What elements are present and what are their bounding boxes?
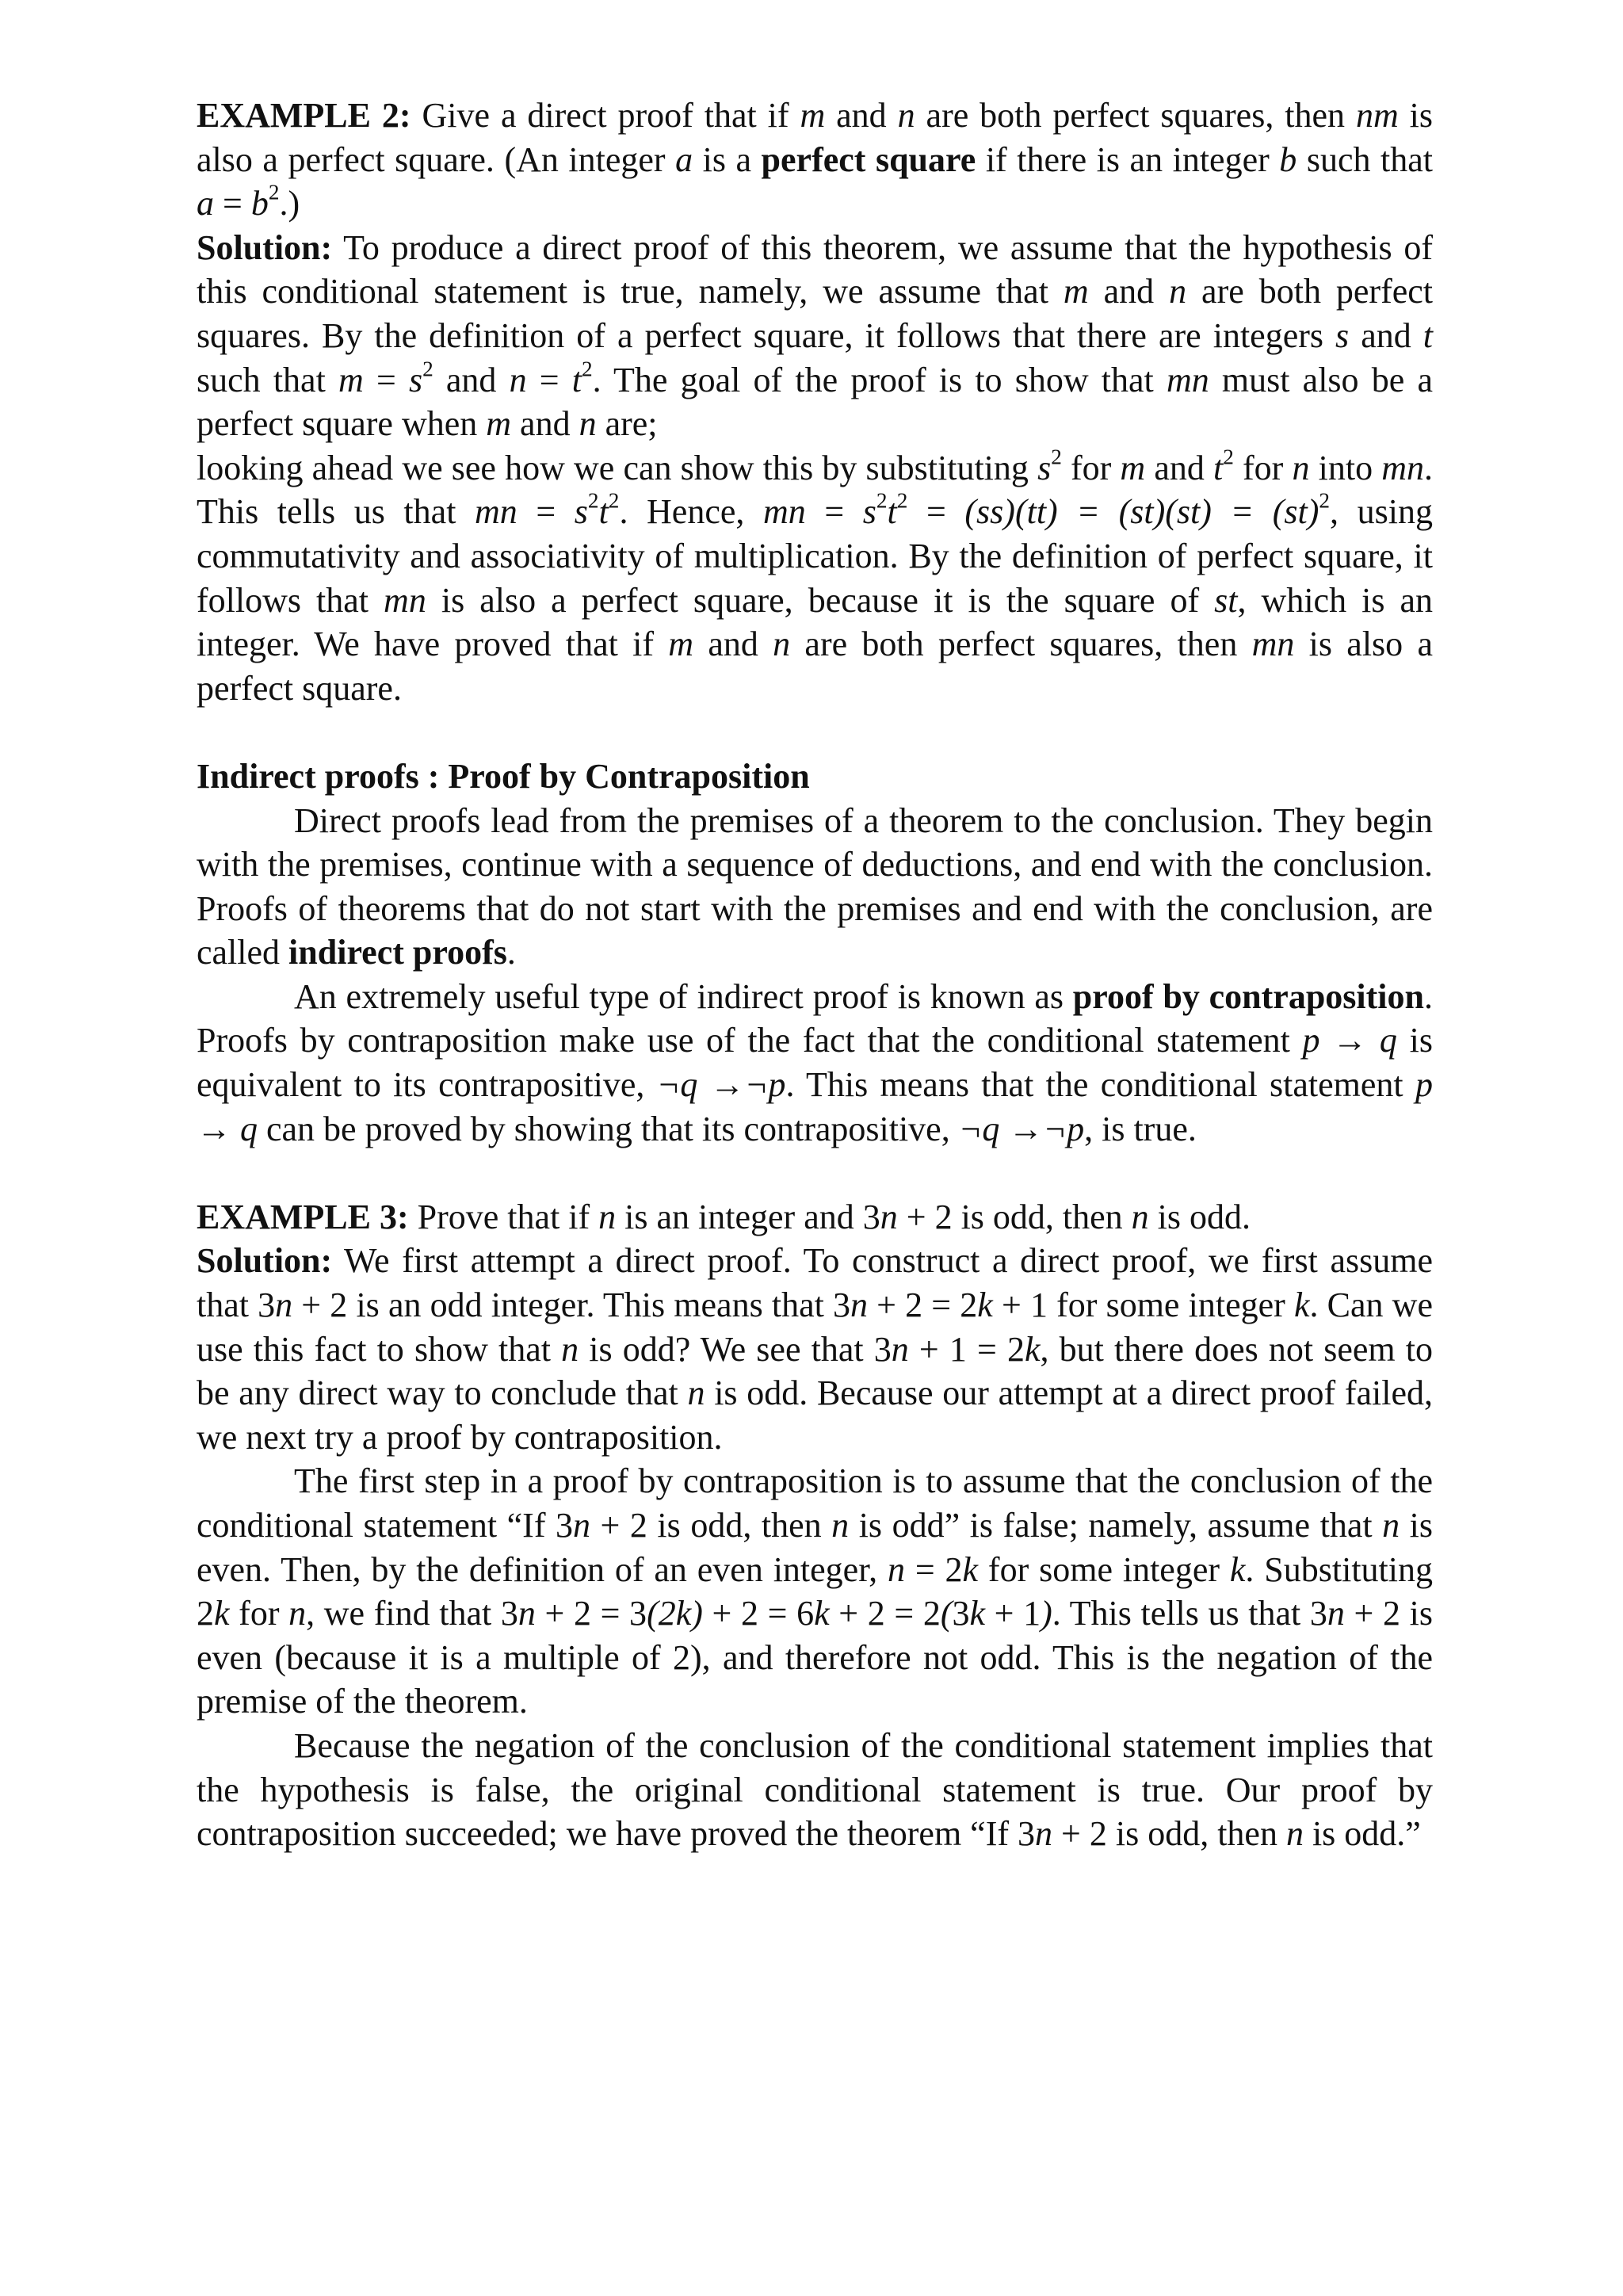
- example-2-statement: EXAMPLE 2: Give a direct proof that if m and n are both perfect squares, then nm is also a perfect square. (An integer a is a perfect square if there is an integer b such that $a = b^2$.): [197, 96, 1433, 223]
- example-2-label: EXAMPLE 2:: [197, 96, 411, 135]
- example-3-paragraph-3: Because the negation of the conclusion of the conditional statement implies that the hypothesis is false, the original conditional statement is true. Our proof by contraposition succeeded; we have proved the theorem “If 3n + 2 is odd, then n is odd.”: [197, 1725, 1433, 1854]
- section-heading: Indirect proofs : Proof by Contraposition: [197, 756, 810, 796]
- section-gap: [197, 1151, 1433, 1195]
- example-3-statement: EXAMPLE 3: Prove that if n is an integer and 3n + 2 is odd, then n is odd.: [197, 1197, 1251, 1236]
- conditional-expression: p → q: [1302, 1021, 1397, 1060]
- example-2-solution: Solution: To produce a direct proof of this theorem, we assume that the hypothesis of this conditional statement is true, namely, we assume that m and n are both perfect squares. By the definition of a perfect square, it follows that there are integers s and t such that $m = s^2$ and $n = t^2$. The goal of the proof is to show that mn must also be a perfect square when m and n are;: [197, 227, 1434, 444]
- contrapositive-expression: ¬q →¬p: [656, 1065, 786, 1105]
- perfect-square-term: perfect square: [761, 139, 976, 179]
- example-2-solution-continued: looking ahead we see how we can show this by substituting $s^2$ for m and $t^2$ for n into mn. This tells us that mn = $s^2t^2$. Hence, mn = $s^2t^2 = (ss)(tt) = (st)(st) = (st)^2$, using commutativity and associativity of multiplication. By the definition of perfect square, it follows that mn is also a perfect square, because it is the square of st, which is an integer. We have proved that if m and n are both perfect squares, then mn is also a perfect square.: [197, 445, 1434, 708]
- solution-label: Solution:: [197, 1241, 333, 1281]
- conditional-expression: p → q: [197, 1065, 1433, 1148]
- example-3-paragraph-2: The first step in a proof by contraposition is to assume that the conclusion of the conditional statement “If 3n + 2 is odd, then n is odd” is false; namely, assume that n is even. Then, by the definition of an even integer, n = 2k for some integer k. Substituting 2k for n, we find that 3n + 2 = 3(2k) + 2 = 6k + 2 = 2(3k + 1). This tells us that 3n + 2 is even (because it is a multiple of 2), and therefore not odd. This is the negation of the premise of the theorem.: [197, 1461, 1434, 1721]
- document-page: [197, 94, 1433, 1856]
- example-3-solution: Solution: We first attempt a direct proof. To construct a direct proof, we first assume that 3n + 2 is an odd integer. This means that 3n + 2 = 2k + 1 for some integer k. Can we use this fact to show that n is odd? We see that 3n + 1 = 2k, but there does not seem to be any direct way to conclude that n is odd. Because our attempt at a direct proof failed, we next try a proof by contraposition.: [197, 1241, 1434, 1457]
- section-gap: [197, 710, 1433, 755]
- solution-label: Solution:: [197, 227, 333, 267]
- example-3-label: EXAMPLE 3:: [197, 1197, 409, 1236]
- indirect-paragraph-2: An extremely useful type of indirect proof is known as proof by contraposition. Proofs by contraposition make use of the fact that the conditional statement p → q is equivalent to its contrapositive, ¬q →¬p. This means that the conditional statement p → q can be proved by showing that its contrapositive, ¬q →¬p, is true.: [197, 976, 1433, 1148]
- contrapositive-expression: ¬q →¬p: [958, 1109, 1085, 1148]
- indirect-paragraph-1: Direct proofs lead from the premises of a theorem to the conclusion. They begin with the premises, continue with a sequence of deductions, and end with the conclusion. Proofs of theorems that do not start with the premises and end with the conclusion, are called indirect proofs.: [197, 800, 1433, 972]
